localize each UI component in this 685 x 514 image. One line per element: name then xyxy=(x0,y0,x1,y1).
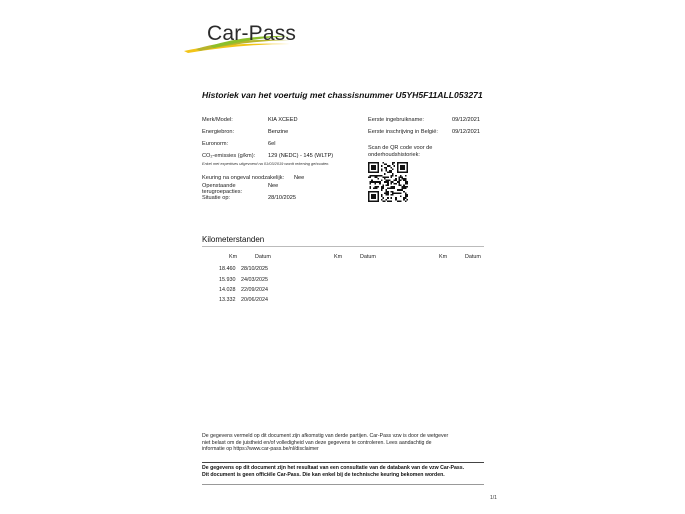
disclaimer-line-2: niet belast om de juistheid en/of volledigheid van deze gegevens te controleren. Lees aandachtig de xyxy=(202,439,432,446)
km-divider xyxy=(202,246,484,247)
km-row-km: 13.332 xyxy=(219,297,236,303)
co2-value: 129 (NEDC) - 145 (WLTP) xyxy=(268,153,334,159)
qr-label-line1: Scan de QR code voor de xyxy=(368,145,433,151)
car-pass-logo-text: Car-Pass xyxy=(207,22,297,45)
datum-header-1: Datum xyxy=(255,254,271,260)
footer-divider-bottom xyxy=(202,484,484,485)
page-title: Historiek van het voertuig met chassisnummer U5YH5F11ALL053271 xyxy=(202,90,483,100)
energie-label: Energiebron: xyxy=(202,129,235,135)
official-line-2: Dit document is geen officiële Car-Pass. Die kan enkel bij de technische keuring bekomen worden. xyxy=(202,471,445,478)
merk-label: Merk/Model: xyxy=(202,117,233,123)
co2-label: CO₂-emissies (g/km): xyxy=(202,153,256,159)
euronorm-value: 6el xyxy=(268,141,276,147)
keuring-value: Nee xyxy=(294,175,305,181)
situatie-value: 28/10/2025 xyxy=(268,195,296,201)
page-number: 1/1 xyxy=(490,495,497,501)
km-header-2: Km xyxy=(334,254,343,260)
km-header-1: Km xyxy=(229,254,238,260)
footer-divider-top xyxy=(202,462,484,463)
terugroep-value: Nee xyxy=(268,183,279,189)
datum-header-3: Datum xyxy=(465,254,481,260)
energie-value: Benzine xyxy=(268,129,289,135)
eerste-ingebruikname-label: Eerste ingebruikname: xyxy=(368,117,424,123)
eerste-inschrijving-label: Eerste inschrijving in België: xyxy=(368,129,438,135)
km-row-datum: 22/09/2024 xyxy=(241,287,268,293)
qr-label-line2: onderhoudshistoriek: xyxy=(368,152,420,158)
official-line-1: De gegevens op dit document zijn het resultaat van een consultatie van de databank van de vzw Car-Pass. xyxy=(202,465,465,471)
km-row-km: 14.028 xyxy=(219,287,236,293)
disclaimer-text xyxy=(202,433,492,453)
km-section-title: Kilometerstanden xyxy=(202,235,265,244)
datum-header-2: Datum xyxy=(360,254,376,260)
disclaimer-link-line[interactable]: informatie op https://www.car-pass.be/nl/disclaimer xyxy=(202,446,319,453)
eerste-ingebruikname-value: 09/12/2021 xyxy=(452,117,480,123)
situatie-label: Situatie op: xyxy=(202,195,230,201)
terugroep-label-line2: terugroepacties: xyxy=(202,189,243,195)
disclaimer-line-1: De gegevens vermeld op dit document zijn afkomstig van derde partijen. Car-Pass vzw is door de wetgever xyxy=(202,433,449,439)
km-header-3: Km xyxy=(439,254,448,260)
km-row-datum: 28/10/2025 xyxy=(241,266,268,272)
terugroep-label-line1: Openstaande xyxy=(202,183,236,189)
km-row-km: 18.460 xyxy=(219,266,236,272)
km-row-datum: 20/06/2024 xyxy=(241,297,268,303)
eerste-inschrijving-value: 09/12/2021 xyxy=(452,129,480,135)
qr-code-icon[interactable] xyxy=(368,162,408,202)
euronorm-label: Euronorm: xyxy=(202,141,229,147)
official-notice xyxy=(202,465,492,478)
km-row-datum: 24/03/2025 xyxy=(241,277,268,283)
merk-value: KIA XCEED xyxy=(268,117,298,123)
co2-note: Enkel met expertises uitgevoerd na 01/03/2019 wordt rekening gehouden. xyxy=(202,161,330,166)
keuring-label: Keuring na ongeval noodzakelijk: xyxy=(202,175,285,181)
km-row-km: 15.930 xyxy=(219,277,236,283)
